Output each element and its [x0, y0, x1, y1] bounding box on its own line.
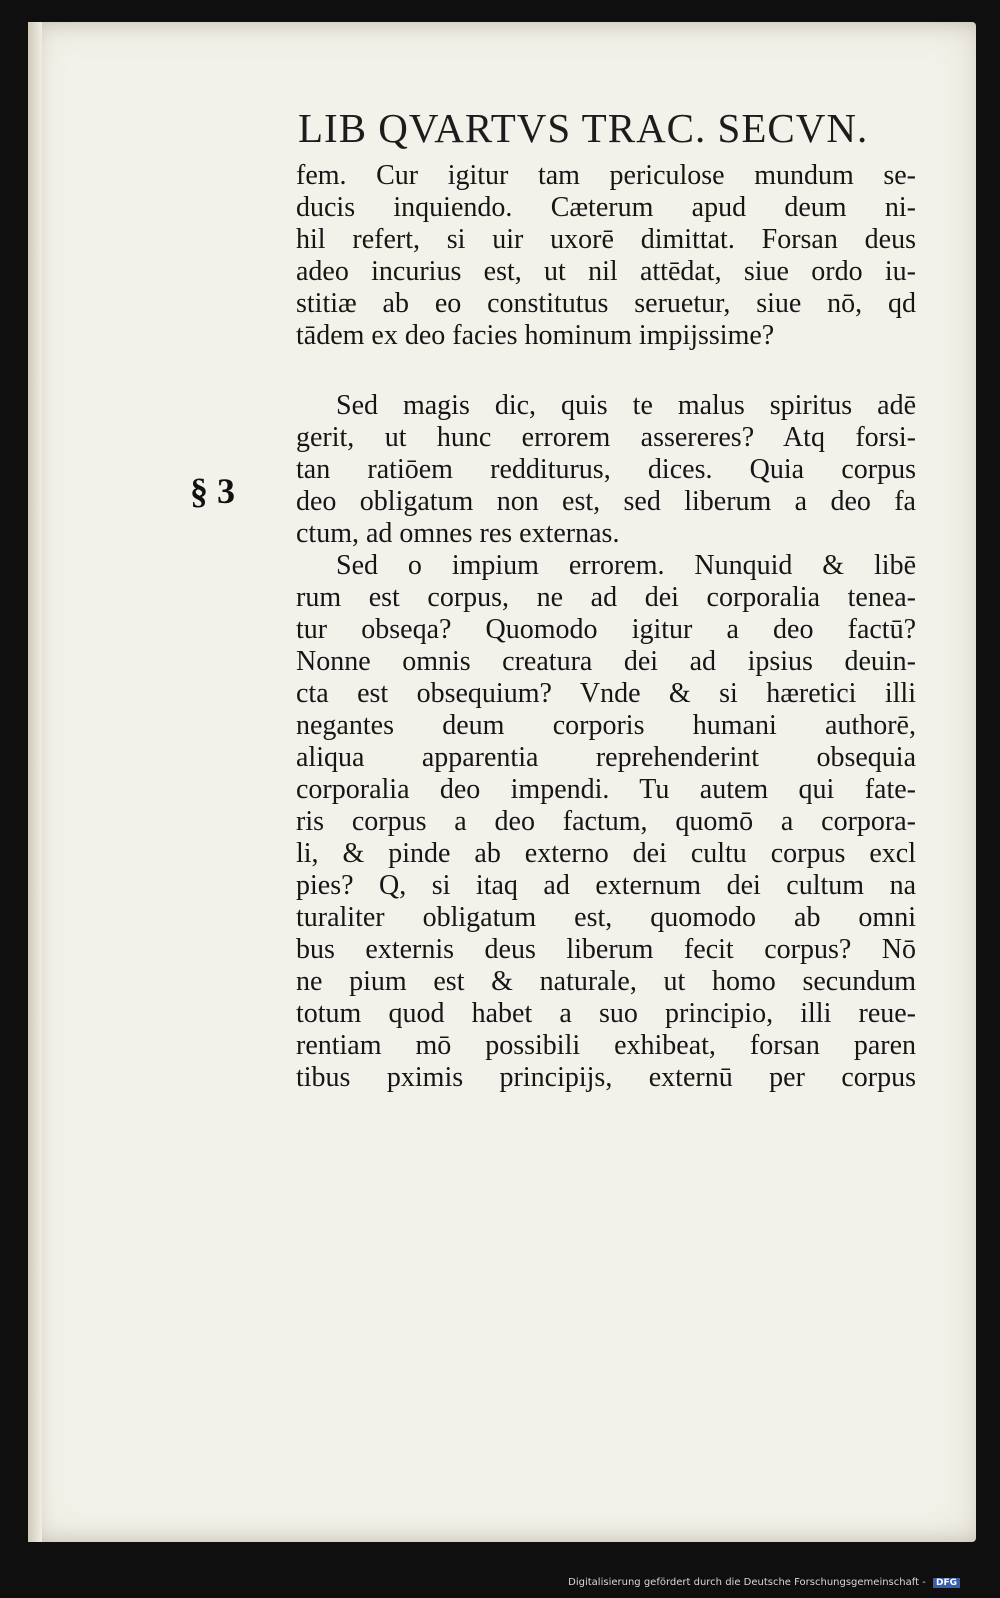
text-line: gerit, ut hunc errorem assereres? Atq forsi- — [296, 422, 916, 453]
text-line: pies? Q, si itaq ad externum dei cultum na — [296, 870, 916, 901]
text-line: ris corpus a deo factum, quomō a corpora- — [296, 806, 916, 837]
text-line: corporalia deo impendi. Tu autem qui fate- — [296, 774, 916, 805]
text-line: negantes deum corporis humani authorē, — [296, 710, 916, 741]
text-line: ne pium est & naturale, ut homo secundum — [296, 966, 916, 997]
dfg-logo-badge: DFG — [933, 1578, 960, 1588]
text-line: adeo incurius est, ut nil attēdat, siue ordo iu- — [296, 256, 916, 287]
paragraph-1 — [296, 160, 936, 352]
margin-note: § 3 — [190, 471, 235, 511]
text-line: rum est corpus, ne ad dei corporalia tenea- — [296, 582, 916, 613]
text-line: rentiam mō possibili exhibeat, forsan paren — [296, 1030, 916, 1061]
text-line: cta est obsequium? Vnde & si hæretici illi — [296, 678, 916, 709]
text-line: fem. Cur igitur tam periculose mundum se- — [296, 160, 916, 191]
credit-text: Digitalisierung gefördert durch die Deutsche Forschungsgemeinschaft - — [568, 1577, 926, 1588]
digitization-credit — [568, 1577, 960, 1588]
text-line: ctum, ad omnes res externas. — [296, 518, 620, 549]
text-line: tur obseqa? Quomodo igitur a deo factū? — [296, 614, 916, 645]
paragraph-2 — [296, 390, 936, 550]
text-line: turaliter obligatum est, quomodo ab omni — [296, 902, 916, 933]
running-header: LIB QVARTVS TRAC. SECVN. — [298, 105, 869, 151]
text-line: tādem ex deo facies hominum impijssime? — [296, 320, 775, 351]
text-line: Sed o impium errorem. Nunquid & libē — [336, 550, 916, 581]
text-line: bus externis deus liberum fecit corpus? Nō — [296, 934, 916, 965]
text-line: deo obligatum non est, sed liberum a deo fa — [296, 486, 916, 517]
paragraph-3 — [296, 550, 936, 1094]
paragraph-gap — [296, 352, 936, 390]
text-line: ducis inquiendo. Cæterum apud deum ni- — [296, 192, 916, 223]
text-line: tibus pximis principijs, externū per corpus — [296, 1062, 916, 1093]
text-line: totum quod habet a suo principio, illi reue- — [296, 998, 916, 1029]
text-line: tan ratiōem redditurus, dices. Quia corpus — [296, 454, 916, 485]
text-line: aliqua apparentia reprehenderint obsequia — [296, 742, 916, 773]
text-line: li, & pinde ab externo dei cultu corpus excl — [296, 838, 916, 869]
text-line: stitiæ ab eo constitutus seruetur, siue nō, qd — [296, 288, 916, 319]
text-line: Nonne omnis creatura dei ad ipsius deuin- — [296, 646, 916, 677]
page-gutter-shadow — [28, 22, 42, 1542]
text-line: Sed magis dic, quis te malus spiritus adē — [336, 390, 916, 421]
text-line: hil refert, si uir uxorē dimittat. Forsan deus — [296, 224, 916, 255]
page-body — [296, 160, 936, 1094]
